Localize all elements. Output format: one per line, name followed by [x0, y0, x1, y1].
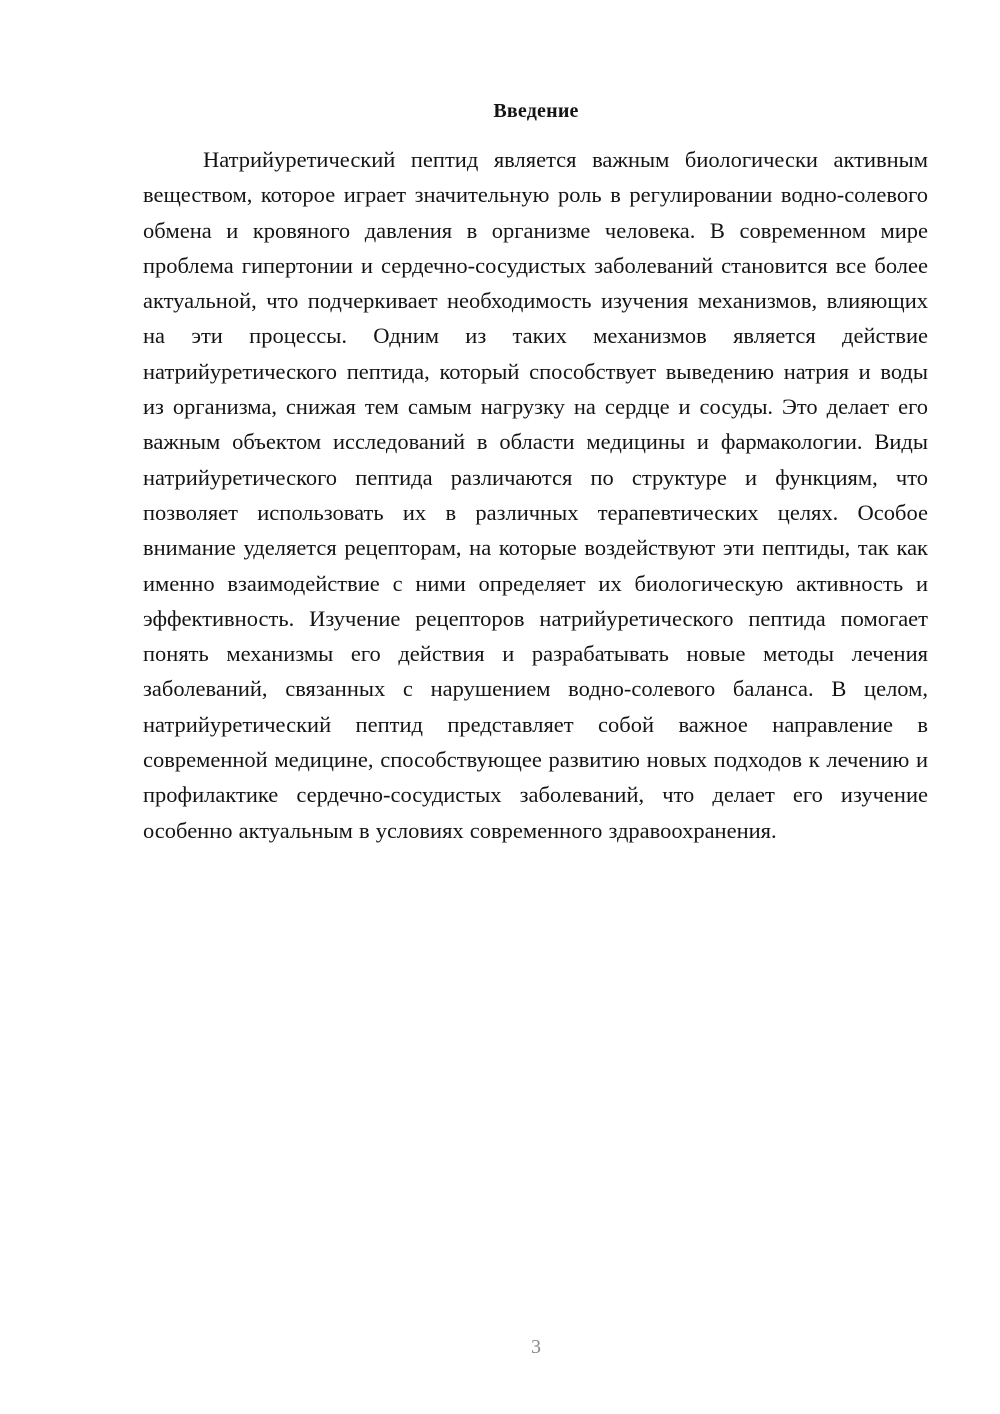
- body-paragraph: Натрийуретический пептид является важным биологически активным веществом, которое играет значительную роль в регулировании водно-солевого обмена и кровяного давления в организме человека. В современном мире проблема гипертонии и сердечно-сосудистых заболеваний становится все более актуальной, что подчеркивает необходимость изучения механизмов, влияющих на эти процессы. Одним из таких механизмов является действие натрийуретического пептида, который способствует выведению натрия и воды из организма, снижая тем самым нагрузку на сердце и сосуды. Это делает его важным объектом исследований в области медицины и фармакологии. Виды натрийуретического пептида различаются по структуре и функциям, что позволяет использовать их в различных терапевтических целях. Особое внимание уделяется рецепторам, на которые воздействуют эти пептиды, так как именно взаимодействие с ними определяет их биологическую активность и эффективность. Изучение рецепторов натрийуретического пептида помогает понять механизмы его действия и разрабатывать новые методы лечения заболеваний, связанных с нарушением водно-солевого баланса. В целом, натрийуретический пептид представляет собой важное направление в современной медицине, способствующее развитию новых подходов к лечению и профилактике сердечно-сосудистых заболеваний, что делает его изучение особенно актуальным в условиях современного здравоохранения.: [143, 147, 928, 843]
- section-heading: Введение: [493, 100, 579, 122]
- page-number: 3: [531, 1336, 541, 1358]
